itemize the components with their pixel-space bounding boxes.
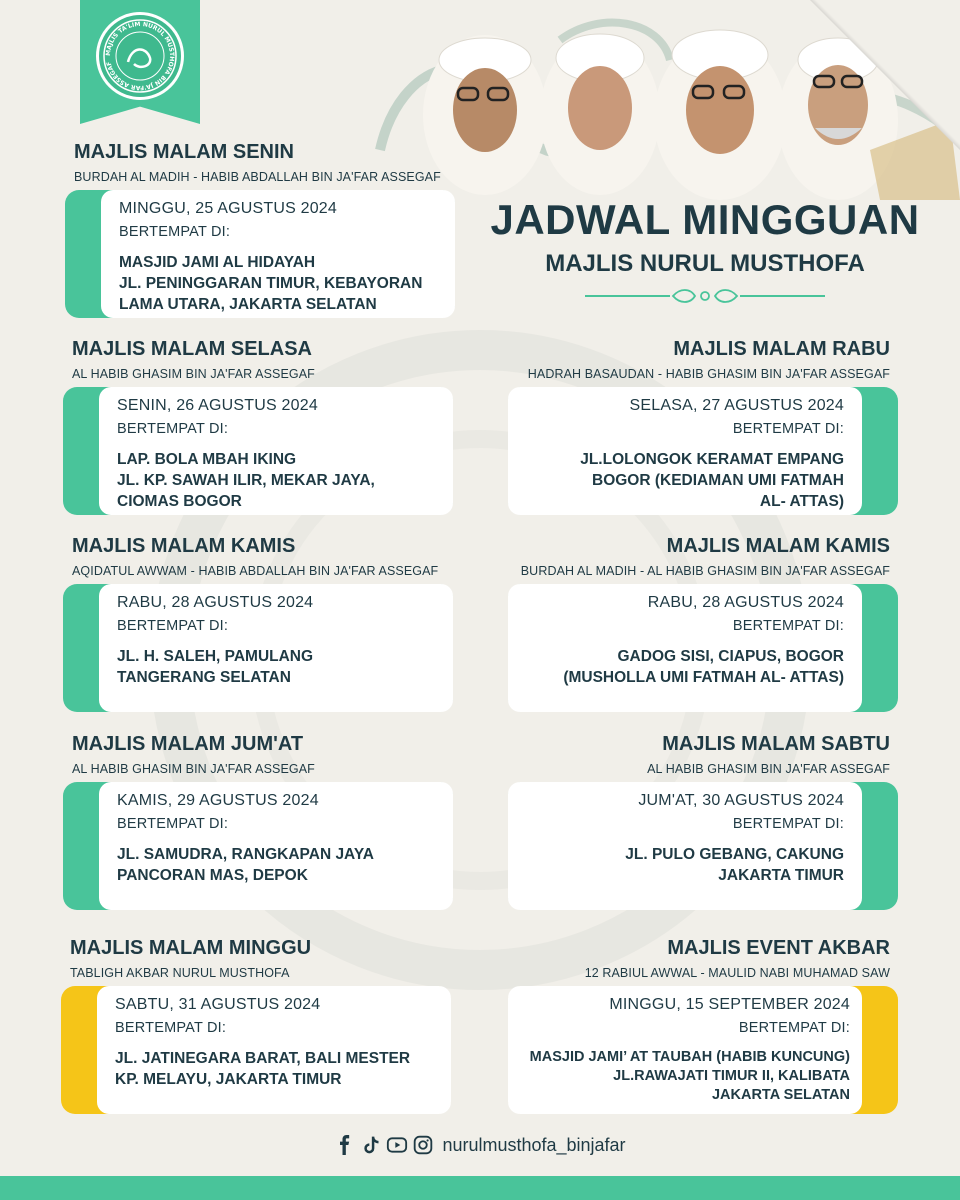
schedule-address: GADOG SISI, CIAPUS, BOGOR (MUSHOLLA UMI FATMAH AL- ATTAS) <box>563 648 844 686</box>
schedule-date: RABU, 28 AGUSTUS 2024 <box>117 594 314 611</box>
schedule-card-body <box>508 387 862 515</box>
schedule-card-malam-jumat <box>63 782 453 910</box>
schedule-card-malam-rabu <box>508 387 898 515</box>
schedule-header-malam-senin <box>74 141 474 184</box>
schedule-header-malam-kamis-right <box>490 535 890 578</box>
venue-label: BERTEMPAT DI: <box>117 421 229 437</box>
schedule-subtitle: AQIDATUL AWWAM - HABIB ABDALLAH BIN JA'FAR ASSEGAF <box>72 564 439 578</box>
schedule-header-malam-sabtu <box>490 733 890 776</box>
schedule-card-event-akbar <box>508 986 898 1114</box>
schedule-card-malam-selasa <box>63 387 453 515</box>
schedule-card-malam-kamis-right <box>508 584 898 712</box>
schedule-address: MASJID JAMI’ AT TAUBAH (HABIB KUNCUNG) JL.RAWAJATI TIMUR II, KALIBATA JAKARTA SELATAN <box>529 1049 850 1103</box>
schedule-title: MAJLIS MALAM JUM'AT <box>72 733 304 755</box>
schedule-title: MAJLIS MALAM RABU <box>673 338 890 360</box>
schedule-title: MAJLIS MALAM SABTU <box>662 733 890 755</box>
schedule-card-body <box>508 584 862 712</box>
schedule-card-malam-senin <box>65 190 455 318</box>
footer-bar <box>0 1176 960 1200</box>
tiktok-icon[interactable] <box>360 1134 382 1156</box>
footer-social <box>0 1134 960 1156</box>
schedule-subtitle: AL HABIB GHASIM BIN JA'FAR ASSEGAF <box>647 762 890 776</box>
schedule-subtitle: TABLIGH AKBAR NURUL MUSTHOFA <box>70 966 290 980</box>
schedule-card-body <box>101 190 455 318</box>
schedule-address: JL. SAMUDRA, RANGKAPAN JAYA PANCORAN MAS, DEPOK <box>117 846 374 884</box>
youtube-icon[interactable] <box>386 1134 408 1156</box>
schedule-address: JL. JATINEGARA BARAT, BALI MESTER KP. MELAYU, JAKARTA TIMUR <box>115 1050 411 1088</box>
schedule-date: MINGGU, 25 AGUSTUS 2024 <box>119 200 338 217</box>
title-block <box>480 196 930 311</box>
majlis-logo <box>96 12 184 100</box>
schedule-subtitle: HADRAH BASAUDAN - HABIB GHASIM BIN JA'FAR ASSEGAF <box>527 367 890 381</box>
schedule-subtitle: 12 RABIUL AWWAL - MAULID NABI MUHAMAD SAW <box>584 966 890 980</box>
venue-label: BERTEMPAT DI: <box>115 1020 227 1036</box>
page-title: JADWAL MINGGUAN <box>490 196 920 243</box>
schedule-card-body <box>508 986 862 1114</box>
schedule-card-body <box>99 584 453 712</box>
schedule-card-body <box>99 782 453 910</box>
schedule-address: MASJID JAMI AL HIDAYAH JL. PENINGGARAN TIMUR, KEBAYORAN LAMA UTARA, JAKARTA SELATAN <box>119 254 423 313</box>
schedule-title: MAJLIS MALAM KAMIS <box>72 535 296 557</box>
ornament-divider <box>585 286 825 306</box>
schedule-title: MAJLIS MALAM SELASA <box>72 338 312 360</box>
venue-label: BERTEMPAT DI: <box>117 816 229 832</box>
venue-label: BERTEMPAT DI: <box>738 1020 850 1036</box>
schedule-card-malam-sabtu <box>508 782 898 910</box>
facebook-icon[interactable] <box>334 1134 356 1156</box>
page-subtitle: MAJLIS NURUL MUSTHOFA <box>545 250 865 277</box>
schedule-card-body <box>508 782 862 910</box>
schedule-subtitle: BURDAH AL MADIH - AL HABIB GHASIM BIN JA'FAR ASSEGAF <box>520 564 890 578</box>
schedule-header-event-akbar <box>490 937 890 980</box>
venue-label: BERTEMPAT DI: <box>732 421 844 437</box>
schedule-header-malam-minggu <box>70 937 470 980</box>
social-handle[interactable]: nurulmusthofa_binjafar <box>442 1134 626 1155</box>
schedule-title: MAJLIS EVENT AKBAR <box>667 937 890 959</box>
schedule-address: LAP. BOLA MBAH IKING JL. KP. SAWAH ILIR, MEKAR JAYA, CIOMAS BOGOR <box>117 451 375 510</box>
svg-text:MAJLIS TA'LIM NURUL MUSTHOFA B: MAJLIS TA'LIM NURUL MUSTHOFA BIN JA'FAR ASSEGAF <box>104 20 176 92</box>
portrait-2 <box>540 34 660 195</box>
schedule-title: MAJLIS MALAM MINGGU <box>70 937 312 959</box>
schedule-subtitle: AL HABIB GHASIM BIN JA'FAR ASSEGAF <box>72 762 315 776</box>
schedule-title: MAJLIS MALAM SENIN <box>74 141 294 163</box>
schedule-date: KAMIS, 29 AGUSTUS 2024 <box>117 792 319 809</box>
schedule-address: JL. H. SALEH, PAMULANG TANGERANG SELATAN <box>117 648 314 686</box>
instagram-icon[interactable] <box>412 1134 434 1156</box>
portrait-3 <box>654 30 786 200</box>
venue-label: BERTEMPAT DI: <box>117 618 229 634</box>
schedule-address: JL. PULO GEBANG, CAKUNG JAKARTA TIMUR <box>625 846 844 884</box>
schedule-header-malam-selasa <box>72 338 472 381</box>
schedule-date: SELASA, 27 AGUSTUS 2024 <box>629 397 844 414</box>
schedule-date: RABU, 28 AGUSTUS 2024 <box>647 594 844 611</box>
schedule-date: MINGGU, 15 SEPTEMBER 2024 <box>609 996 850 1013</box>
schedule-date: SENIN, 26 AGUSTUS 2024 <box>117 397 318 414</box>
logo-emblem <box>100 16 180 96</box>
schedule-subtitle: AL HABIB GHASIM BIN JA'FAR ASSEGAF <box>72 367 315 381</box>
schedule-card-body <box>97 986 451 1114</box>
schedule-address: JL.LOLONGOK KERAMAT EMPANG BOGOR (KEDIAMAN UMI FATMAH AL- ATTAS) <box>580 451 844 510</box>
schedule-date: JUM'AT, 30 AGUSTUS 2024 <box>638 792 844 809</box>
schedule-header-malam-rabu <box>490 338 890 381</box>
schedule-card-body <box>99 387 453 515</box>
schedule-subtitle: BURDAH AL MADIH - HABIB ABDALLAH BIN JA'FAR ASSEGAF <box>74 170 441 184</box>
schedule-header-malam-kamis-left <box>72 535 472 578</box>
venue-label: BERTEMPAT DI: <box>732 816 844 832</box>
venue-label: BERTEMPAT DI: <box>732 618 844 634</box>
schedule-card-malam-kamis-left <box>63 584 453 712</box>
schedule-card-malam-minggu <box>61 986 451 1114</box>
schedule-date: SABTU, 31 AGUSTUS 2024 <box>115 996 321 1013</box>
venue-label: BERTEMPAT DI: <box>119 224 231 240</box>
schedule-title: MAJLIS MALAM KAMIS <box>666 535 890 557</box>
schedule-header-malam-jumat <box>72 733 472 776</box>
